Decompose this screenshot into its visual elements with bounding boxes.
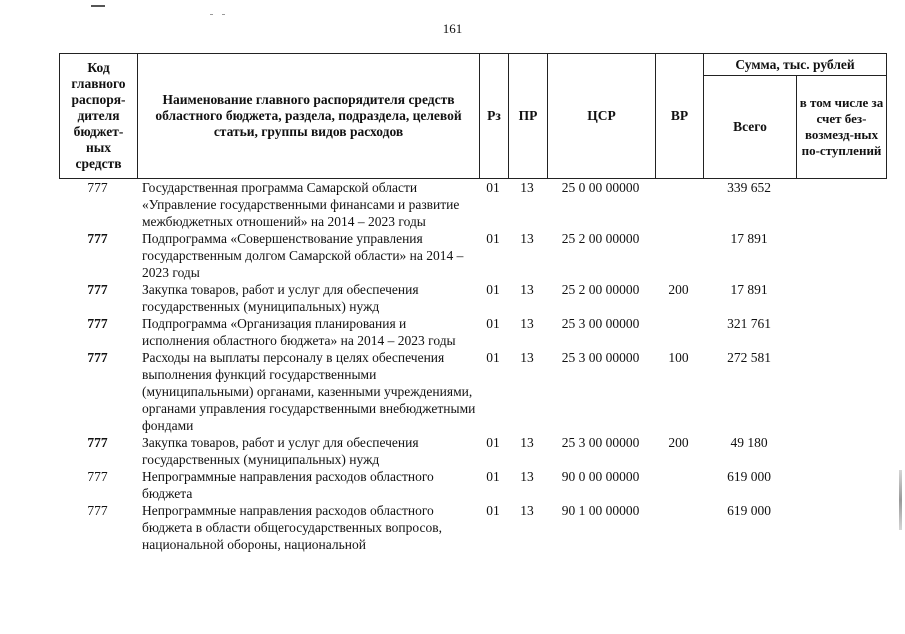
row-name: Закупка товаров, работ и услуг для обеспечения государственных (муниципальных) нужд [142, 282, 419, 314]
row-total: 49 180 [730, 435, 768, 450]
header-total: Всего [704, 76, 797, 179]
row-vr [656, 315, 704, 349]
row-name: Государственная программа Самарской области «Управление государственными финансами и развитие межбюджетных отношений» на 2014 – 2023 годы [142, 180, 460, 229]
scan-artifact [91, 5, 105, 11]
row-vr [656, 468, 704, 502]
row-pr: 13 [520, 231, 534, 246]
row-rz: 01 [486, 469, 500, 484]
row-gratuitous [797, 468, 887, 502]
header-pr: ПР [509, 54, 548, 179]
row-name: Непрограммные направления расходов областного бюджета [142, 469, 434, 501]
row-name: Расходы на выплаты персоналу в целях обеспечения выполнения функций государственными (муниципальными) органами, казенными учреждениями, органами управления государственными внебюджетными фондами [142, 350, 476, 433]
row-csr: 25 2 00 00000 [561, 231, 640, 246]
row-vr [656, 179, 704, 231]
row-gratuitous [797, 230, 887, 281]
row-name: Подпрограмма «Организация планирования и исполнения областного бюджета» на 2014 – 2023 годы [142, 316, 456, 348]
row-name: Непрограммные направления расходов областного бюджета в области общегосударственных вопросов, национальной обороны, национальной [142, 503, 442, 552]
row-code: 777 [87, 231, 108, 246]
row-rz: 01 [486, 503, 500, 518]
row-code: 777 [87, 282, 108, 297]
header-sum-group: Сумма, тыс. рублей [704, 54, 887, 76]
row-csr: 25 0 00 00000 [561, 180, 640, 195]
row-gratuitous [797, 179, 887, 231]
row-total: 321 761 [727, 316, 771, 331]
table-row [60, 281, 887, 315]
scan-artifact [210, 14, 213, 15]
row-gratuitous [797, 281, 887, 315]
row-csr: 25 2 00 00000 [561, 282, 640, 297]
row-name: Подпрограмма «Совершенствование управления государственным долгом Самарской области» на 2014 – 2023 годы [142, 231, 464, 280]
row-code: 777 [87, 180, 108, 195]
row-total: 619 000 [727, 469, 771, 484]
row-rz: 01 [486, 231, 500, 246]
row-vr [656, 502, 704, 553]
row-rz: 01 [486, 316, 500, 331]
row-rz: 01 [486, 180, 500, 195]
row-code: 777 [87, 435, 108, 450]
table-row [60, 349, 887, 434]
scan-artifact [222, 14, 225, 15]
row-csr: 25 3 00 00000 [561, 350, 640, 365]
row-rz: 01 [486, 350, 500, 365]
table-row [60, 315, 887, 349]
budget-table [59, 53, 887, 553]
header-gratuitous: в том числе за счет без-возмезд-ных по-ступлений [797, 76, 887, 179]
header-csr: ЦСР [548, 54, 656, 179]
row-vr [656, 230, 704, 281]
row-gratuitous [797, 315, 887, 349]
row-pr: 13 [520, 282, 534, 297]
row-total: 339 652 [727, 180, 771, 195]
row-pr: 13 [520, 316, 534, 331]
table-row [60, 468, 887, 502]
row-rz: 01 [486, 435, 500, 450]
header-name: Наименование главного распорядителя средств областного бюджета, раздела, подраздела, целевой статьи, группы видов расходов [138, 54, 480, 179]
row-total: 17 891 [730, 231, 768, 246]
row-pr: 13 [520, 503, 534, 518]
row-gratuitous [797, 434, 887, 468]
table-row [60, 502, 887, 553]
row-name: Закупка товаров, работ и услуг для обеспечения государственных (муниципальных) нужд [142, 435, 419, 467]
row-csr: 90 1 00 00000 [561, 503, 640, 518]
table-row [60, 434, 887, 468]
table-row [60, 179, 887, 231]
row-code: 777 [87, 503, 108, 518]
header-code: Код главного распоря-дителя бюджет-ных средств [60, 54, 138, 179]
row-pr: 13 [520, 180, 534, 195]
header-vr: ВР [656, 54, 704, 179]
scan-artifact [899, 470, 902, 530]
row-gratuitous [797, 502, 887, 553]
row-rz: 01 [486, 282, 500, 297]
row-pr: 13 [520, 350, 534, 365]
header-rz: Рз [480, 54, 509, 179]
row-vr: 100 [668, 350, 689, 365]
row-csr: 90 0 00 00000 [561, 469, 640, 484]
row-code: 777 [87, 350, 108, 365]
row-csr: 25 3 00 00000 [561, 316, 640, 331]
row-code: 777 [87, 469, 108, 484]
row-csr: 25 3 00 00000 [561, 435, 640, 450]
row-pr: 13 [520, 435, 534, 450]
row-total: 272 581 [727, 350, 771, 365]
row-code: 777 [87, 316, 108, 331]
table-row [60, 230, 887, 281]
row-total: 17 891 [730, 282, 768, 297]
row-pr: 13 [520, 469, 534, 484]
row-total: 619 000 [727, 503, 771, 518]
row-vr: 200 [668, 282, 689, 297]
row-gratuitous [797, 349, 887, 434]
page-number: 161 [442, 21, 463, 36]
row-vr: 200 [668, 435, 689, 450]
